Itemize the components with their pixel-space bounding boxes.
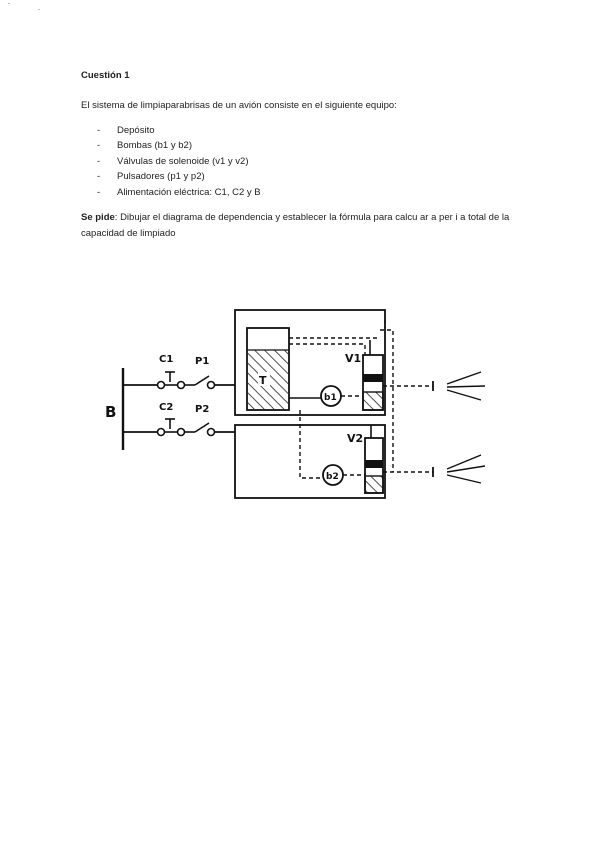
- v2-label: V2: [347, 432, 364, 445]
- question-title: Cuestión 1: [81, 70, 130, 81]
- c1-label: C1: [159, 354, 174, 365]
- list-item: - Depósito: [97, 125, 155, 136]
- list-item: - Pulsadores (p1 y p2): [97, 171, 205, 183]
- spray-upper-2: [447, 386, 485, 387]
- spray-lower-3: [447, 475, 481, 483]
- p2-label: P2: [195, 404, 210, 415]
- list-item: - Bombas (b1 y b2): [97, 140, 192, 152]
- contact-terminal: [208, 382, 215, 389]
- contact-terminal: [158, 429, 165, 436]
- valve-v2-solenoid: [365, 460, 383, 468]
- battery-label: B: [105, 403, 117, 421]
- valve-v1-port: [363, 392, 383, 410]
- list-item-label: Depósito: [117, 125, 155, 136]
- question-intro: El sistema de limpiaparabrisas de un avión consiste en el siguiente equipo:: [81, 100, 397, 111]
- list-item-label: Válvulas de solenoide (v1 y v2): [117, 155, 249, 167]
- contact-terminal: [208, 429, 215, 436]
- task-statement: [81, 210, 511, 242]
- contact-terminal: [178, 382, 185, 389]
- list-item-label: Alimentación eléctrica: C1, C2 y B: [117, 186, 261, 198]
- hydraulic-line-lower: [300, 410, 323, 478]
- valve-v1-solenoid: [363, 374, 383, 382]
- pushbutton-p2: [195, 423, 209, 432]
- contact-terminal: [178, 429, 185, 436]
- list-item: - Válvulas de solenoide (v1 y v2): [97, 155, 249, 167]
- scan-speck: [38, 9, 40, 10]
- list-item-label: Pulsadores (p1 y p2): [117, 171, 205, 183]
- b1-label: b1: [324, 393, 337, 403]
- spray-upper-3: [447, 390, 481, 400]
- contact-terminal: [158, 382, 165, 389]
- valve-v2-port: [365, 476, 383, 493]
- list-item-label: Bombas (b1 y b2): [117, 140, 192, 152]
- tank-label: T: [259, 374, 267, 387]
- task-lead: Se pide: [81, 212, 115, 223]
- c2-label: C2: [159, 402, 174, 413]
- v1-label: V1: [345, 352, 362, 365]
- pushbutton-p1: [195, 376, 209, 385]
- spray-upper-1: [447, 372, 481, 384]
- b2-label: b2: [326, 472, 339, 482]
- scan-speck: [8, 3, 10, 4]
- equipment-list: [97, 123, 261, 200]
- task-text: : Dibujar el diagrama de dependencia y establecer la fórmula para calcu ar a per i a total de la capacidad de limpiado: [81, 212, 510, 239]
- list-item: - Alimentación eléctrica: C1, C2 y B: [97, 186, 261, 198]
- wiper-system-diagram: [95, 300, 495, 505]
- p1-label: P1: [195, 356, 210, 367]
